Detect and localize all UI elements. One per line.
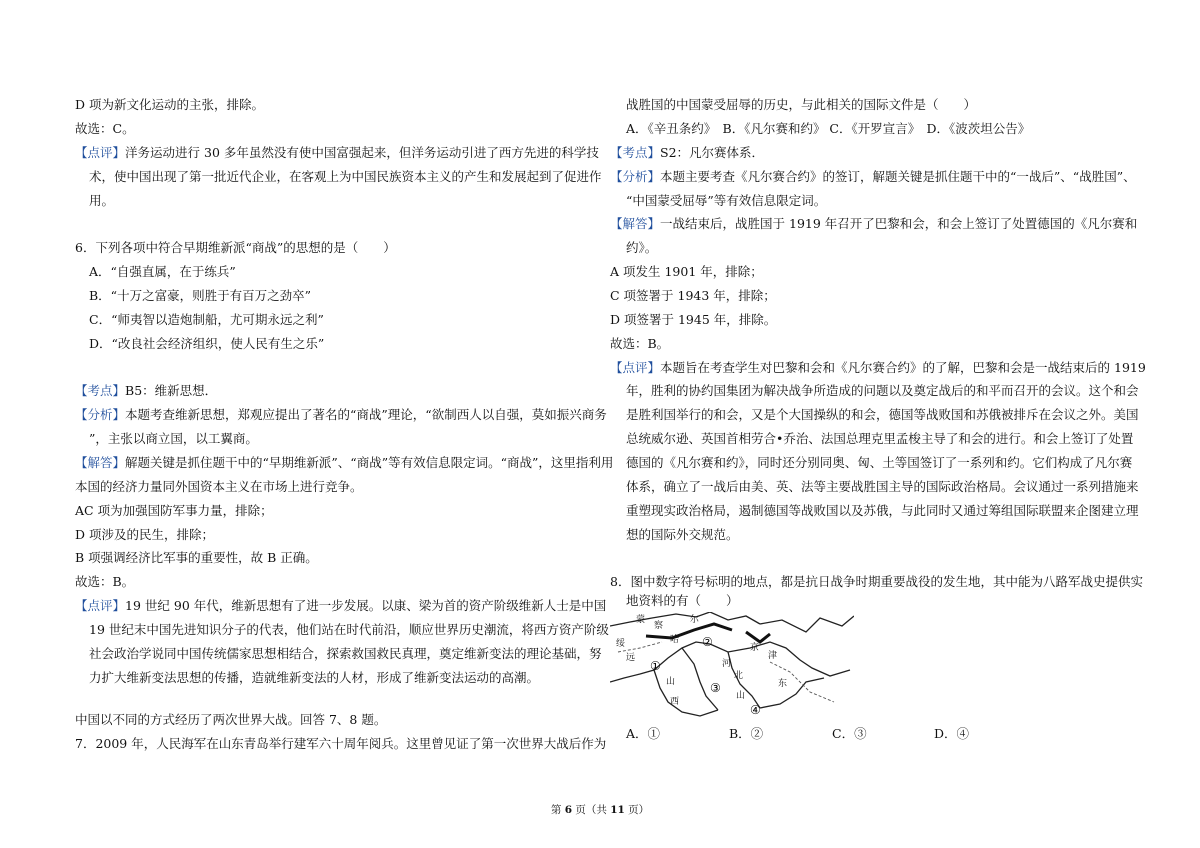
map-border-northeast: [760, 616, 854, 632]
map-label: 察: [654, 621, 664, 631]
q6-option-c: C．“师夷智以造炮制船，尤可期永远之利”: [89, 312, 324, 327]
comment-tag: 【点评】: [75, 145, 126, 160]
map-label: 蒙: [636, 615, 646, 625]
solution-tag: 【解答】: [75, 455, 126, 470]
comment-text: 本题旨在考查学生对巴黎和会和《凡尔赛合约》的了解，巴黎和会是一战结束后的 1919: [660, 360, 1146, 375]
group-intro: 中国以不同的方式经历了两次世界大战。回答 7、8 题。: [75, 712, 387, 727]
q7-solution-line4: C 项签署于 1943 年，排除；: [610, 288, 776, 303]
comment-7-line4: 总统威尔逊、英国首相劳合•乔治、法国总理克里孟梭主导了和会的进行。和会上签订了处置: [626, 431, 1134, 446]
map-label: 东: [778, 679, 788, 689]
total-pages: 11: [610, 804, 625, 816]
analysis-tag: 【分析】: [610, 169, 661, 184]
knowledge-tag: 【考点】: [75, 383, 126, 398]
comment-7-line2: 年，胜利的协约国集团为解决战争所造成的问题以及奠定战后的和平而召开的会议。这个和会: [626, 383, 1139, 398]
q7-solution-line5: D 项签署于 1945 年，排除。: [610, 312, 777, 327]
q6-analysis-line2: ”，主张以商立国，以工翼商。: [89, 431, 258, 446]
footer-middle: 页（共: [572, 804, 611, 816]
question-6: 6．下列各项中符合早期维新派“商战”的思想的是（ ）: [75, 240, 396, 255]
solution-text: 一战结束后，战胜国于 1919 年召开了巴黎和会，和会上签订了处置德国的《凡尔赛和: [660, 216, 1138, 231]
map-label: 西: [670, 697, 680, 707]
footer-suffix: 页）: [624, 804, 650, 816]
comment-7: [610, 360, 1146, 376]
comment-text: 19 世纪 90 年代，维新思想有了进一步发展。以康、梁为首的资产阶级维新人士是中国: [125, 598, 607, 613]
knowledge-text: B5：维新思想．: [125, 383, 218, 398]
q6-solution: [75, 455, 613, 471]
solution-tag: 【解答】: [610, 216, 661, 231]
comment-6-line4: 力扩大维新变法思想的传播，造就维新变法的人材，形成了维新变法运动的高潮。: [89, 670, 540, 685]
page-number: 6: [564, 804, 572, 816]
comment-7-line5: 德国的《凡尔赛和约》，同时还分别同奥、匈、土等国签订了一系列和约。它们构成了凡尔赛: [626, 455, 1133, 470]
q6-solution-line5: B 项强调经济比军事的重要性，故 B 正确。: [75, 550, 318, 565]
comment-5-line3: 用。: [89, 193, 115, 208]
map-label: 河: [722, 659, 732, 669]
q6-option-a: A．“自强直属，在于练兵”: [89, 264, 236, 279]
comment-tag: 【点评】: [610, 360, 661, 375]
q7-analysis-line2: “中国蒙受屈辱”等有效信息限定词。: [626, 193, 827, 208]
q7-solution-line2: 约》。: [626, 240, 658, 255]
question-7-line1: 7．2009 年，人民海军在山东青岛举行建军六十周年阅兵。这里曾见证了第一次世界大战后作为: [75, 736, 607, 751]
map-coast: [760, 678, 824, 708]
comment-6-line3: 社会政治学说同中国传统儒家思想相结合，探索救国救民真理，奠定维新变法的理论基础，努: [89, 646, 602, 661]
battle-map: [610, 612, 854, 720]
map-label: 远: [626, 653, 636, 663]
map-mark-2: ②: [702, 635, 713, 649]
comment-7-line8: 想的国际外交规范。: [626, 527, 739, 542]
q8-option-b: B．②: [729, 726, 764, 741]
q7-analysis: [610, 169, 1136, 185]
comment-6-line2: 19 世纪末中国先进知识分子的代表，他们站在时代前沿，顺应世界历史潮流，将西方资产阶级: [89, 622, 609, 637]
intro-d-line: D 项为新文化运动的主张，排除。: [75, 97, 264, 112]
question-8-line1: 8．图中数字符号标明的地点，都是抗日战争时期重要战役的发生地，其中能为八路军战史提供实: [610, 574, 1143, 589]
q6-option-b: B．“十万之富豪，则胜于有百万之劲卒”: [89, 288, 311, 303]
map-border-north: [610, 612, 760, 626]
q6-option-d: D．“改良社会经济组织，使人民有生之乐”: [89, 336, 325, 351]
comment-7-line7: 重塑现实政治格局，遏制德国等战败国以及苏俄，与此同时又通过筹组国际联盟来企图建立理: [626, 503, 1139, 518]
q8-option-c: C．③: [832, 726, 867, 741]
comment-7-line3: 是胜利国举行的和会，又是个大国操纵的和会，德国等战败国和苏俄被排斥在会议之外。美国: [626, 407, 1139, 422]
map-road: [746, 632, 770, 642]
q7-solution-line3: A 项发生 1901 年，排除；: [610, 264, 763, 279]
q6-solution-line2: 本国的经济力量同外国资本主义在市场上进行竞争。: [75, 479, 363, 494]
q8-option-a: A．①: [626, 726, 661, 741]
analysis-tag: 【分析】: [75, 407, 126, 422]
q6-answer: 故选：B。: [75, 574, 135, 589]
knowledge-tag: 【考点】: [610, 145, 661, 160]
knowledge-text: S2：凡尔赛体系．: [660, 145, 765, 160]
q7-answer: 故选：B。: [610, 336, 670, 351]
q6-solution-line3: AC 项为加强国防军事力量，排除；: [75, 503, 273, 518]
analysis-text: 本题主要考查《凡尔赛合约》的签订，解题关键是抓住题干中的“一战后”、“战胜国”、: [660, 169, 1136, 184]
map-label: 山: [666, 677, 676, 687]
map-label: 山: [736, 691, 746, 701]
map-border-south: [654, 670, 718, 716]
comment-5: [75, 145, 599, 161]
solution-text: 解题关键是抓住题干中的“早期维新派”、“商战”等有效信息限定词。“商战”，这里指利用: [125, 455, 614, 470]
map-river: [682, 648, 718, 710]
q8-option-d: D．④: [934, 726, 970, 741]
comment-tag: 【点评】: [75, 598, 126, 613]
q6-solution-line4: D 项涉及的民生，排除；: [75, 527, 214, 542]
comment-5-line2: 术，使中国出现了第一批近代企业，在客观上为中国民族资本主义的产生和发展起到了促进作: [89, 169, 602, 184]
map-label: 绥: [616, 639, 626, 649]
question-8-line2: 地资料的有（ ）: [626, 593, 739, 608]
q7-knowledge-point: [610, 145, 764, 161]
map-mark-1: ①: [650, 659, 661, 673]
question-7-line2: 战胜国的中国蒙受屈辱的历史，与此相关的国际文件是（ ）: [626, 97, 977, 112]
footer-prefix: 第: [550, 804, 565, 816]
analysis-text: 本题考查维新思想，郑观应提出了著名的“商战”理论，“欲制西人以自强，莫如振兴商务: [125, 407, 607, 422]
map-mark-3: ③: [710, 681, 721, 695]
map-label: 京: [750, 643, 760, 653]
page-footer: [0, 802, 1200, 817]
map-label: 尔: [690, 615, 700, 625]
map-mark-4: ④: [750, 703, 761, 717]
q6-knowledge-point: [75, 383, 217, 399]
q6-analysis: [75, 407, 607, 423]
map-label: 津: [768, 651, 778, 661]
comment-text: 洋务运动进行 30 多年虽然没有使中国富强起来，但洋务运动引进了西方先进的科学技: [125, 145, 599, 160]
q7-solution: [610, 216, 1137, 232]
q7-options: A．《辛丑条约》 B．《凡尔赛和约》 C．《开罗宣言》 D．《波茨坦公告》: [626, 121, 1031, 136]
intro-answer: 故选：C。: [75, 121, 135, 136]
map-label: 北: [734, 671, 744, 681]
map-label: 哈: [670, 635, 680, 645]
comment-7-line6: 体系，确立了一战后由美、英、法等主要战胜国主导的国际政治格局。会议通过一系列措施来: [626, 479, 1139, 494]
comment-6: [75, 598, 606, 614]
